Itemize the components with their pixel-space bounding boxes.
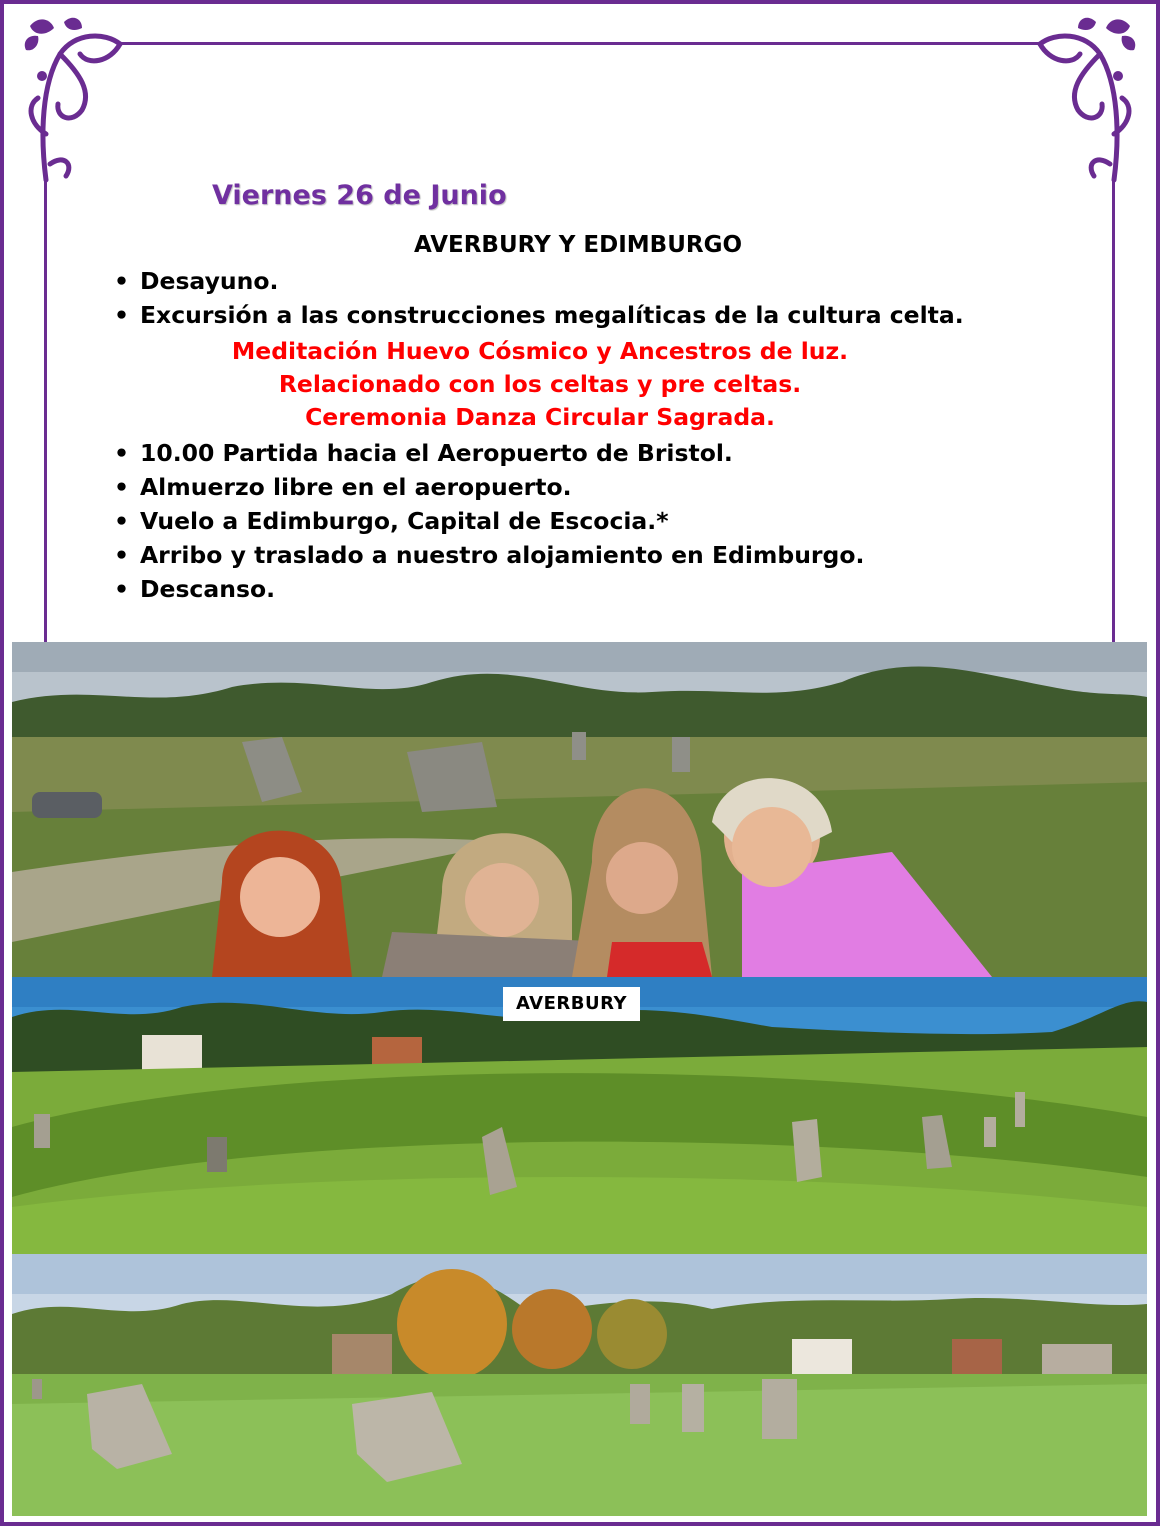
itinerary-item-text: 10.00 Partida hacia el Aeropuerto de Bristol. xyxy=(140,439,733,467)
itinerary-item-text: Descanso. xyxy=(140,575,276,603)
day-heading xyxy=(0,232,1160,258)
highlight-line: Meditación Huevo Cósmico y Ancestros de luz. xyxy=(231,337,849,365)
bullet-dot: • xyxy=(114,507,130,535)
itinerary-item xyxy=(114,504,669,538)
itinerary-item xyxy=(114,298,964,332)
itinerary-item xyxy=(114,264,278,298)
itinerary-item xyxy=(114,538,864,572)
bullet-dot: • xyxy=(114,541,130,569)
bullet-dot: • xyxy=(114,267,130,295)
photo-avebury-village xyxy=(12,1254,1147,1516)
bullet-dot: • xyxy=(114,439,130,467)
ornament-top-left xyxy=(20,14,150,204)
ornament-top-right xyxy=(1010,14,1140,204)
photo-group-stone-circle xyxy=(12,642,1147,977)
itinerary-item-text: Arribo y traslado a nuestro alojamiento en Edimburgo. xyxy=(140,541,865,569)
bullet-dot: • xyxy=(114,473,130,501)
bullet-dot: • xyxy=(114,575,130,603)
highlight-line: Ceremonia Danza Circular Sagrada. xyxy=(305,403,775,431)
itinerary-item-text: Almuerzo libre en el aeropuerto. xyxy=(140,473,572,501)
itinerary-item-text: Vuelo a Edimburgo, Capital de Escocia.* xyxy=(140,507,669,535)
itinerary-item xyxy=(114,572,275,606)
itinerary-item xyxy=(114,436,733,470)
itinerary-item-text: Excursión a las construcciones megalíticas de la cultura celta. xyxy=(140,301,964,329)
photo-caption: AVERBURY xyxy=(503,987,640,1021)
frame-top-line xyxy=(120,42,1040,45)
itinerary-item xyxy=(114,470,572,504)
highlight-line: Relacionado con los celtas y pre celtas. xyxy=(278,370,802,398)
bullet-dot: • xyxy=(114,301,130,329)
date-title: Viernes 26 de Junio xyxy=(212,180,507,211)
itinerary-item-text: Desayuno. xyxy=(140,267,279,295)
day-heading-text: AVERBURY Y EDIMBURGO xyxy=(413,232,743,258)
